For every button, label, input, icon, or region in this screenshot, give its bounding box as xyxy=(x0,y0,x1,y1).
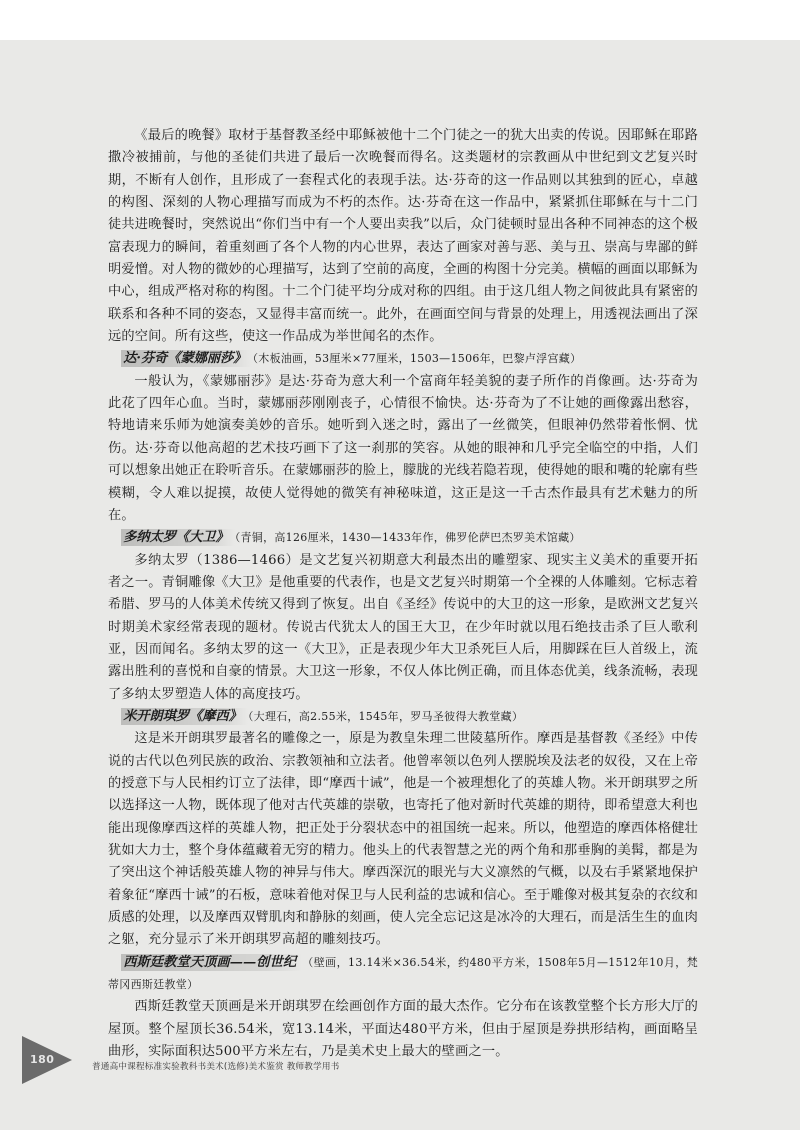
page-number: 180 xyxy=(30,1053,55,1066)
section-heading-moses xyxy=(108,706,698,728)
heading-detail: （壁画，13.14米×36.54米，约480平方米，1508年5月—1512年10月，梵蒂冈西斯廷教堂） xyxy=(108,955,698,992)
section-heading-david xyxy=(108,527,698,549)
paragraph-moses: 这是米开朗琪罗最著名的雕像之一，原是为教皇朱理二世陵墓所作。摩西是基督教《圣经》中传说的古代以色列民族的政治、宗教领袖和立法者。他曾率领以色列人摆脱埃及法老的奴役，又在上帝的授意下与人民相约订立了法律，即“摩西十诫”，他是一个被理想化了的英雄人物。米开朗琪罗之所以选择这一人物，既体现了他对古代英雄的崇敬，也寄托了他对新时代英雄的期待，即希望意大利也能出现像摩西这样的英雄人物，把正处于分裂状态中的祖国统一起来。所以，他塑造的摩西体格健壮犹如大力士，整个身体蕴藏着无穷的精力。他头上的代表智慧之光的两个角和那垂胸的美髯，都是为了突出这个神话般英雄人物的神异与伟大。摩西深沉的眼光与大义凛然的气概，以及右手紧紧地保护着象征“摩西十诫”的石板，意味着他对保卫与人民利益的忠诚和信心。至于雕像对极其复杂的衣纹和质感的处理，以及摩西双臂肌肉和静脉的刻画，使人完全忘记这是冰冷的大理石，而是活生生的血肉之躯，充分显示了米开朗琪罗高超的雕刻技巧。 xyxy=(108,731,698,948)
book-series-title: 普通高中课程标准实验教科书美术(选修)美术鉴赏 教师教学用书 xyxy=(92,1062,340,1072)
page-footer xyxy=(22,1036,422,1086)
document-body xyxy=(108,125,698,1063)
heading-detail: （大理石，高2.55米，1545年，罗马圣彼得大教堂藏） xyxy=(247,709,524,723)
paragraph-sistine-ceiling: 西斯廷教堂天顶画是米开朗琪罗在绘画创作方面的最大杰作。它分布在该教堂整个长方形大厅的屋顶。整个屋顶长36.54米，宽13.14米，平面达480平方米，但由于屋顶是券拱形结构，画面略呈曲形，实际面积达500平方米左右，乃是美术史上最大的壁画之一。 xyxy=(108,999,698,1060)
paragraph-david: 多纳太罗（1386—1466）是文艺复兴初期意大利最杰出的雕塑家、现实主义美术的重要开拓者之一。青铜雕像《大卫》是他重要的代表作，也是文艺复兴时期第一个全裸的人体雕刻。它标志着希腊、罗马的人体美术传统又得到了恢复。出自《圣经》传说中的大卫的这一形象，是欧洲文艺复兴时期美术家经常表现的题材。传说古代犹太人的国王大卫，在少年时就以甩石绝技击杀了巨人歌利亚，因而闻名。多纳太罗的这一《大卫》，正是表现少年大卫杀死巨人后，用脚踩在巨人首级上，流露出胜利的喜悦和自豪的情景。大卫这一形象，不仅人体比例正确，而且体态优美，线条流畅，表现了多纳太罗塑造人体的高度技巧。 xyxy=(108,552,698,702)
heading-detail: （青铜，高126厘米，1430—1433年作，佛罗伦萨巴杰罗美术馆藏） xyxy=(234,531,581,545)
paragraph-mona-lisa: 一般认为，《蒙娜丽莎》是达·芬奇为意大利一个富商年轻美貌的妻子所作的肖像画。达·芬奇为此花了四年心血。当时，蒙娜丽莎刚刚丧子，心情很不愉快。达·芬奇为了不让她的画像露出愁容，特地请来乐师为她演奏美妙的音乐。她听到入迷之时，露出了一丝微笑，但眼神仍然带着怅惘、忧伤。达·芬奇以他高超的艺术技巧画下了这一刹那的笑容。从她的眼神和几乎完全临空的中指，人们可以想象出她正在聆听音乐。在蒙娜丽莎的脸上，朦胧的光线若隐若现，使得她的眼和嘴的轮廓有些模糊，令人难以捉摸，故使人觉得她的微笑有神秘味道，这正是这一千古杰作最具有艺术魅力的所在。 xyxy=(108,373,698,523)
heading-title: 米开朗琪罗《摩西》 xyxy=(121,708,248,725)
heading-title: 达·芬奇《蒙娜丽莎》 xyxy=(121,350,252,367)
section-heading-sistine-ceiling xyxy=(108,952,698,997)
paragraph-last-supper: 《最后的晚餐》取材于基督教圣经中耶稣被他十二个门徒之一的犹大出卖的传说。因耶稣在耶路撒冷被捕前，与他的圣徒们共进了最后一次晚餐而得名。这类题材的宗教画从中世纪到文艺复兴时期，不断有人创作，且形成了一套程式化的表现手法。达·芬奇的这一作品则以其独到的匠心，卓越的构图、深刻的人物心理描写而成为不朽的杰作。达·芬奇在这一作品中，紧紧抓住耶稣在与十二门徒共进晚餐时，突然说出“你们当中有一个人要出卖我”以后，众门徒顿时显出各种不同神态的这个极富表现力的瞬间，着重刻画了各个人物的内心世界，表达了画家对善与恶、美与丑、崇高与卑鄙的鲜明爱憎。对人物的微妙的心理描写，达到了空前的高度，全画的构图十分完美。横幅的画面以耶稣为中心，组成严格对称的构图。十二个门徒平均分成对称的四组。由于这几组人物之间彼此具有紧密的联系和各种不同的姿态，又显得丰富而统一。此外，在画面空间与背景的处理上，用透视法画出了深远的空间。所有这些，使这一作品成为举世闻名的杰作。 xyxy=(108,128,698,345)
heading-title: 多纳太罗《大卫》 xyxy=(121,529,235,546)
section-heading-mona-lisa xyxy=(108,348,698,370)
heading-title: 西斯廷教堂天顶画——创世纪 xyxy=(121,954,302,971)
heading-detail: （木板油画，53厘米×77厘米，1503—1506年，巴黎卢浮宫藏） xyxy=(252,352,582,366)
